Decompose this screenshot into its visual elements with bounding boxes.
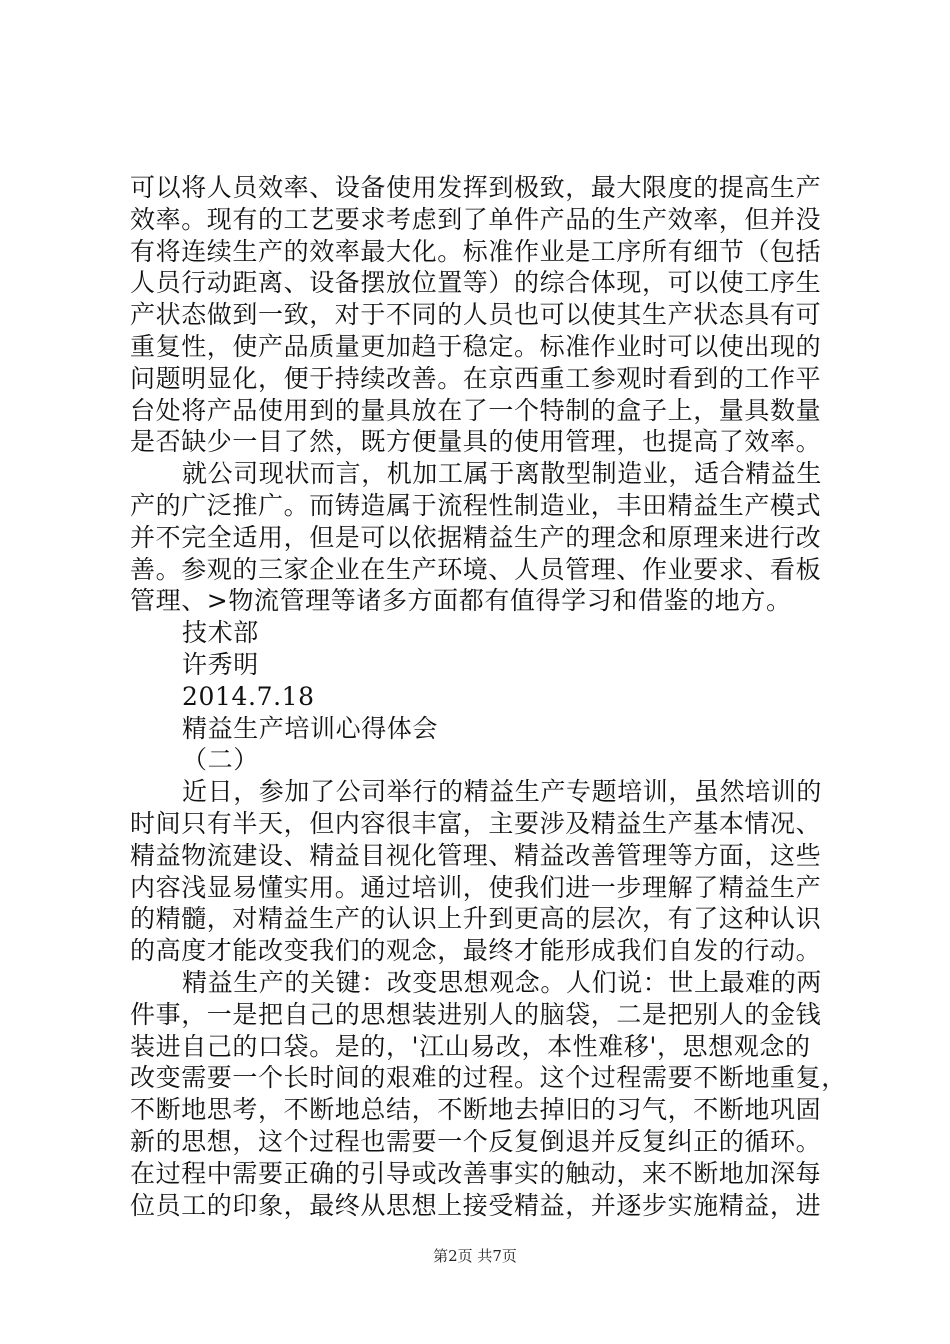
- body-line: 人员行动距离、设备摆放位置等）的综合体现，可以使工序生: [130, 268, 822, 298]
- body-line: 产的广泛推广。而铸造属于流程性制造业，丰田精益生产模式: [130, 490, 822, 520]
- body-line: 内容浅显易懂实用。通过培训，使我们进一步理解了精益生产: [130, 872, 822, 902]
- body-line: 善。参观的三家企业在生产环境、人员管理、作业要求、看板: [130, 554, 822, 584]
- body-line: 可以将人员效率、设备使用发挥到极致，最大限度的提高生产: [130, 173, 822, 202]
- body-line: 台处将产品使用到的量具放在了一个特制的盒子上，量具数量: [130, 395, 822, 425]
- body-line: 有将连续生产的效率最大化。标准作业是工序所有细节（包括: [130, 236, 822, 266]
- body-line: 在过程中需要正确的引导或改善事实的触动，来不断地加深每: [130, 1158, 822, 1188]
- body-line: 产状态做到一致，对于不同的人员也可以使其生产状态具有可: [130, 300, 822, 330]
- body-line: 时间只有半天，但内容很丰富，主要涉及精益生产基本情况、: [130, 808, 822, 838]
- body-line: 新的思想，这个过程也需要一个反复倒退并反复纠正的循环。: [130, 1126, 822, 1156]
- body-line: 并不完全适用，但是可以依据精益生产的理念和原理来进行改: [130, 522, 822, 552]
- body-line: 位员工的印象，最终从思想上接受精益，并逐步实施精益，进: [130, 1190, 822, 1220]
- body-line: 重复性，使产品质量更加趋于稳定。标准作业时可以使出现的: [130, 331, 822, 361]
- body-line: 改变需要一个长时间的艰难的过程。这个过程需要不断地重复，: [130, 1063, 847, 1093]
- page-number-label: 第2页 共7页: [433, 1247, 517, 1265]
- section-number: （二）: [182, 745, 259, 775]
- paragraph-start-line: 近日，参加了公司举行的精益生产专题培训，虽然培训的: [182, 777, 823, 807]
- body-line: 是否缺少一目了然，既方便量具的使用管理，也提高了效率。: [130, 427, 822, 457]
- body-line: 管理、>物流管理等诸多方面都有值得学习和借鉴的地方。: [130, 586, 792, 616]
- body-line: 的精髓，对精益生产的认识上升到更高的层次，有了这种认识: [130, 904, 822, 934]
- signature-department: 技术部: [182, 618, 259, 648]
- body-line: 件事，一是把自己的思想装进别人的脑袋，二是把别人的金钱: [130, 999, 822, 1029]
- paragraph-start-line: 就公司现状而言，机加工属于离散型制造业，适合精益生: [182, 459, 823, 489]
- body-line: 效率。现有的工艺要求考虑到了单件产品的生产效率，但并没: [130, 204, 822, 234]
- section-title: 精益生产培训心得体会: [182, 713, 439, 743]
- body-line: 不断地思考，不断地总结，不断地去掉旧的习气，不断地巩固: [130, 1095, 822, 1125]
- body-line: 的高度才能改变我们的观念，最终才能形成我们自发的行动。: [130, 936, 822, 966]
- signature-date: 2014.7.18: [182, 681, 315, 711]
- page-footer: [0, 1245, 950, 1266]
- body-line: 问题明显化，便于持续改善。在京西重工参观时看到的工作平: [130, 363, 822, 393]
- body-line: 精益物流建设、精益目视化管理、精益改善管理等方面，这些: [130, 840, 822, 870]
- body-line: 装进自己的口袋。是的，'江山易改，本性难移'，思想观念的: [130, 1031, 811, 1061]
- document-body: [130, 172, 847, 1221]
- paragraph-start-line: 精益生产的关键：改变思想观念。人们说：世上最难的两: [182, 967, 823, 997]
- signature-author: 许秀明: [182, 649, 259, 679]
